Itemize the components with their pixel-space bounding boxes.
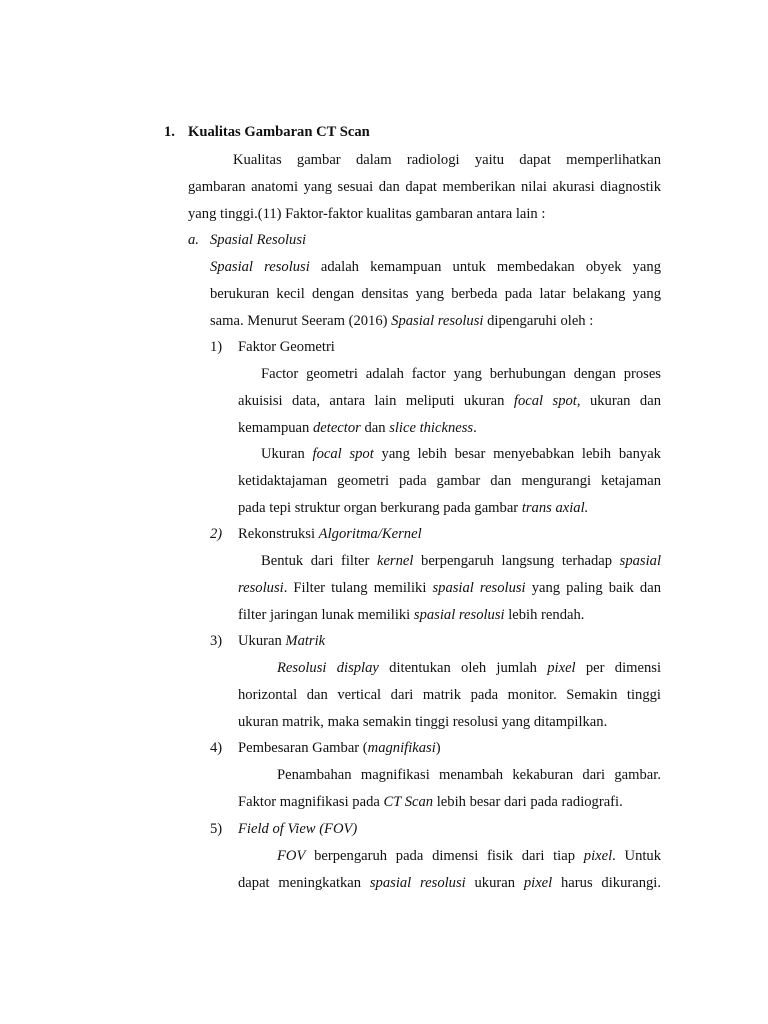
sub-a-line-3: sama. Menurut Seeram (2016) Spasial resolusi dipengaruhi oleh : (210, 313, 594, 329)
item-4-line-2: Faktor magnifikasi pada CT Scan lebih besar dari pada radiografi. (238, 794, 623, 810)
section-title: Kualitas Gambaran CT Scan (188, 124, 370, 140)
sub-a-heading: Spasial Resolusi (210, 232, 307, 248)
item-2-line-3: filter jaringan lunak memiliki spasial resolusi lebih rendah. (238, 607, 585, 623)
item-3-line-2: horizontal dan vertical dari matrik pada monitor. Semakin tinggi (238, 687, 661, 703)
item-3-heading: Ukuran Matrik (238, 633, 326, 649)
intro-line-3: yang tinggi.(11) Faktor-faktor kualitas gambaran antara lain : (188, 206, 546, 222)
item-4-marker: 4) (210, 740, 223, 756)
item-1-p1-line-3: kemampuan detector dan slice thickness. (238, 420, 477, 436)
item-1-p1-line-1: Factor geometri adalah factor yang berhubungan dengan proses (261, 366, 661, 382)
item-2-marker: 2) (210, 526, 223, 542)
item-2-line-2: resolusi. Filter tulang memiliki spasial resolusi yang paling baik dan (238, 580, 661, 596)
sub-a-line-2: berukuran kecil dengan densitas yang berbeda pada latar belakang yang (210, 286, 661, 302)
section-number: 1. (164, 124, 175, 140)
item-5-marker: 5) (210, 821, 223, 837)
item-4-heading: Pembesaran Gambar (magnifikasi) (238, 740, 441, 756)
intro-line-2: gambaran anatomi yang sesuai dan dapat memberikan nilai akurasi diagnostik (188, 179, 661, 195)
item-5-heading: Field of View (FOV) (238, 821, 358, 837)
item-2-heading: Rekonstruksi Algoritma/Kernel (238, 526, 422, 542)
item-3-marker: 3) (210, 633, 223, 649)
item-4-line-1: Penambahan magnifikasi menambah kekaburan dari gambar. (277, 767, 661, 783)
item-5-line-1: FOV berpengaruh pada dimensi fisik dari tiap pixel. Untuk (277, 848, 662, 864)
item-3-line-3: ukuran matrik, maka semakin tinggi resolusi yang ditampilkan. (238, 714, 608, 730)
item-1-p2-line-3: pada tepi struktur organ berkurang pada gambar trans axial. (238, 500, 589, 516)
item-3-line-1: Resolusi display ditentukan oleh jumlah pixel per dimensi (277, 660, 661, 676)
item-1-heading: Faktor Geometri (238, 339, 335, 355)
item-1-p1-line-2: akuisisi data, antara lain meliputi ukuran focal spot, ukuran dan (238, 393, 661, 409)
sub-a-line-1: Spasial resolusi adalah kemampuan untuk membedakan obyek yang (210, 259, 661, 275)
item-5-line-2: dapat meningkatkan spasial resolusi ukuran pixel harus dikurangi. (238, 875, 661, 891)
intro-line-1: Kualitas gambar dalam radiologi yaitu dapat memperlihatkan (233, 152, 661, 168)
sub-a-marker: a. (188, 232, 199, 248)
item-2-line-1: Bentuk dari filter kernel berpengaruh langsung terhadap spasial (261, 553, 661, 569)
item-1-marker: 1) (210, 339, 223, 355)
item-1-p2-line-2: ketidaktajaman geometri pada gambar dan mengurangi ketajaman (238, 473, 661, 489)
item-1-p2-line-1: Ukuran focal spot yang lebih besar menyebabkan lebih banyak (261, 446, 661, 462)
